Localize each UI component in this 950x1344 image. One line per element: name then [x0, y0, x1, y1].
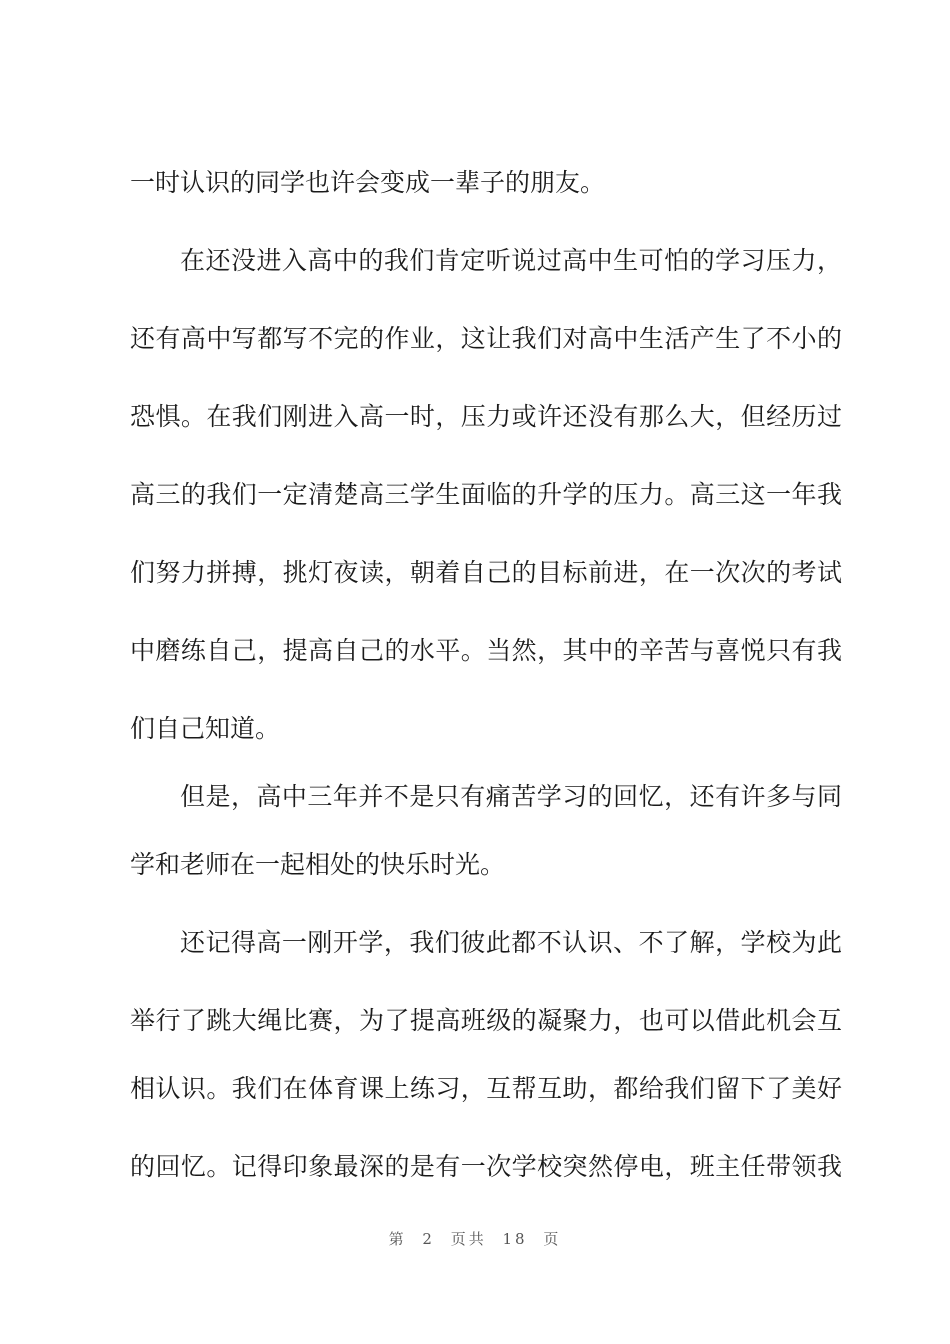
text-line: 在还没进入高中的我们肯定听说过高中生可怕的学习压力，: [180, 246, 842, 275]
text-line: 中磨练自己，提高自己的水平。当然，其中的辛苦与喜悦只有我: [130, 636, 842, 665]
text-line: 一时认识的同学也许会变成一辈子的朋友。: [130, 168, 606, 197]
text-line: 还记得高一刚开学，我们彼此都不认识、不了解，学校为此: [180, 928, 842, 957]
document-body: [130, 166, 842, 1196]
text-line: 们努力拼搏，挑灯夜读，朝着自己的目标前进，在一次次的考试: [130, 558, 842, 587]
text-line: 学和老师在一起相处的快乐时光。: [130, 850, 506, 879]
text-line: 的回忆。记得印象最深的是有一次学校突然停电，班主任带领我: [130, 1152, 842, 1181]
text-line: 恐惧。在我们刚进入高一时，压力或许还没有那么大，但经历过: [130, 402, 842, 431]
text-line: 相认识。我们在体育课上练习，互帮互助，都给我们留下了美好: [130, 1074, 842, 1103]
text-line: 高三的我们一定清楚高三学生面临的升学的压力。高三这一年我: [130, 480, 842, 509]
page-number-footer: 第 2 页共 18 页: [388, 1230, 562, 1248]
text-line: 举行了跳大绳比赛，为了提高班级的凝聚力，也可以借此机会互: [130, 1006, 842, 1035]
text-line: 但是，高中三年并不是只有痛苦学习的回忆，还有许多与同: [180, 782, 842, 811]
text-line: 还有高中写都写不完的作业，这让我们对高中生活产生了不小的: [130, 324, 842, 353]
text-line: 们自己知道。: [130, 714, 281, 743]
